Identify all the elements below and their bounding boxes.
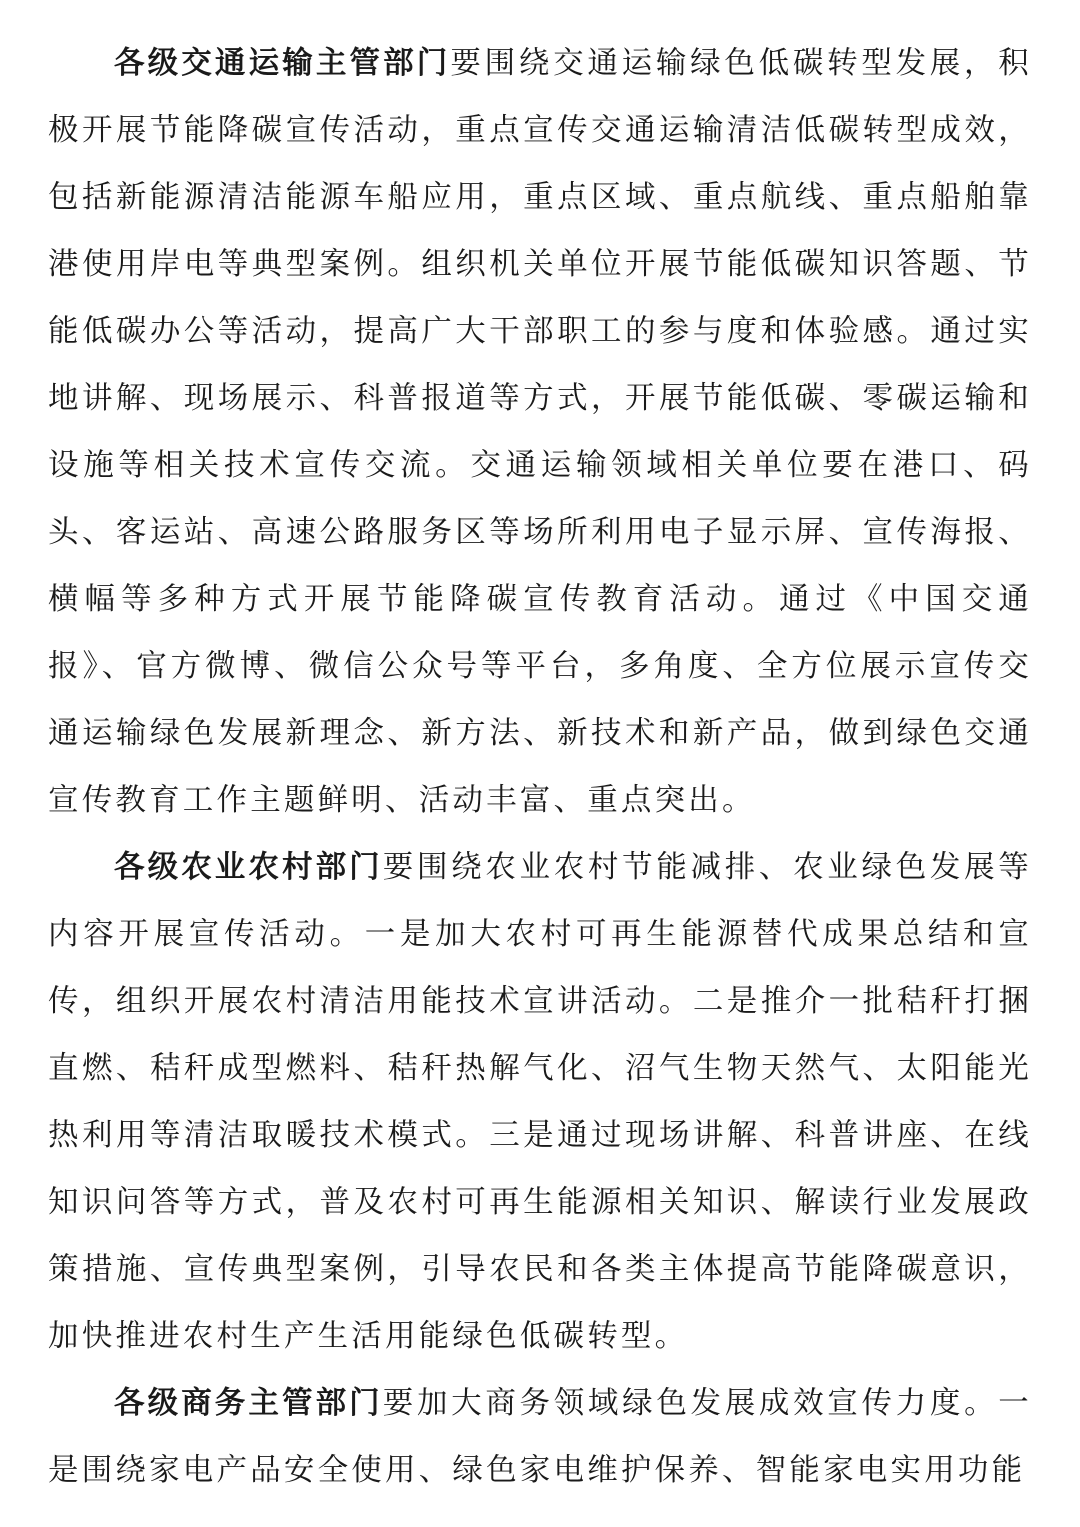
paragraph-text: 要围绕农业农村节能减排、农业绿色发展等内容开展宣传活动。一是加大农村可再生能源替代成果总结和宣传，组织开展农村清洁用能技术宣讲活动。二是推介一批秸秆打捆直燃、秸秆成型燃料、秸秆热解气化、沼气生物天然气、太阳能光热利用等清洁取暖技术模式。三是通过现场讲解、科普讲座、在线知识问答等方式，普及农村可再生能源相关知识、解读行业发展政策措施、宣传典型案例，引导农民和各类主体提高节能降碳意识，加快推进农村生产生活用能绿色低碳转型。 [48, 850, 1032, 1354]
paragraph-lead: 各级农业农村部门 [114, 850, 383, 885]
paragraph-lead: 各级商务主管部门 [114, 1386, 383, 1421]
paragraph-agriculture [48, 834, 1032, 1370]
paragraph-text: 要围绕交通运输绿色低碳转型发展，积极开展节能降碳宣传活动，重点宣传交通运输清洁低碳转型成效，包括新能源清洁能源车船应用，重点区域、重点航线、重点船舶靠港使用岸电等典型案例。组织机关单位开展节能低碳知识答题、节能低碳办公等活动，提高广大干部职工的参与度和体验感。通过实地讲解、现场展示、科普报道等方式，开展节能低碳、零碳运输和设施等相关技术宣传交流。交通运输领域相关单位要在港口、码头、客运站、高速公路服务区等场所利用电子显示屏、宣传海报、横幅等多种方式开展节能降碳宣传教育活动。通过《中国交通报》、官方微博、微信公众号等平台，多角度、全方位展示宣传交通运输绿色发展新理念、新方法、新技术和新产品，做到绿色交通宣传教育工作主题鲜明、活动丰富、重点突出。 [48, 46, 1032, 818]
paragraph-commerce [48, 1370, 1032, 1504]
document-body [48, 30, 1032, 1504]
paragraph-text: 要加大商务领域绿色发展成效宣传力度。一是围绕家电产品安全使用、绿色家电维护保养、智能家电实用功能 [48, 1386, 1032, 1488]
paragraph-lead: 各级交通运输主管部门 [114, 46, 451, 81]
paragraph-transport [48, 30, 1032, 834]
